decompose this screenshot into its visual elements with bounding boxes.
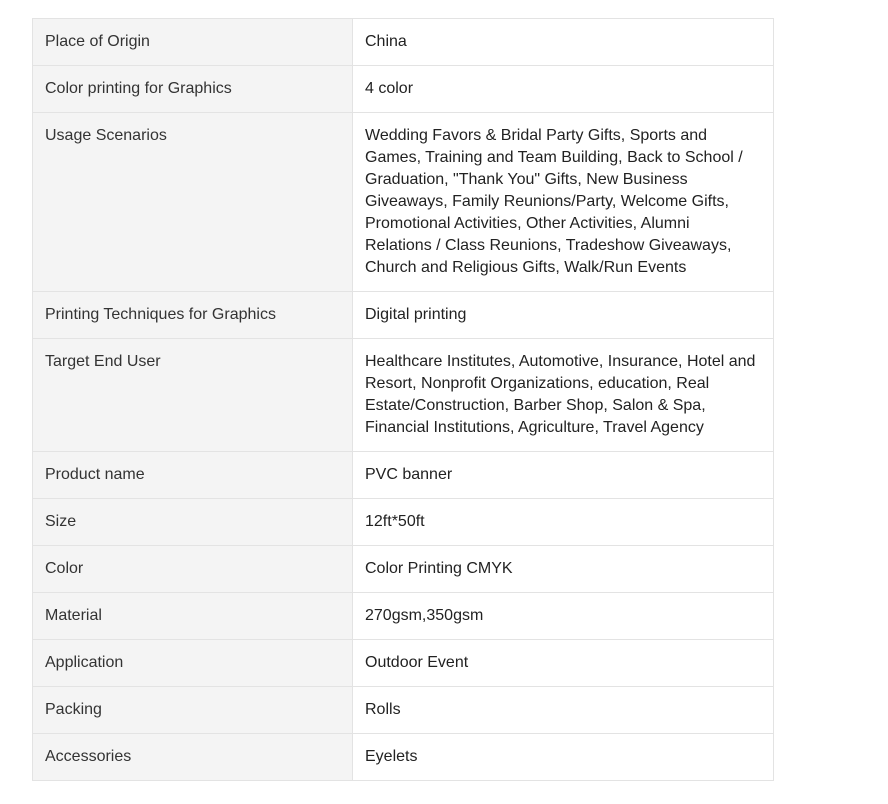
table-row xyxy=(33,339,774,452)
spec-value: Digital printing xyxy=(353,292,774,339)
spec-label: Color printing for Graphics xyxy=(33,66,353,113)
spec-label: Place of Origin xyxy=(33,19,353,66)
table-row xyxy=(33,499,774,546)
table-row xyxy=(33,113,774,292)
spec-value: Outdoor Event xyxy=(353,640,774,687)
spec-value: Wedding Favors & Bridal Party Gifts, Sports and Games, Training and Team Building, Back to School / Graduation, "Thank You" Gifts, New Business Giveaways, Family Reunions/Party, Welcome Gifts, Promotional Activities, Other Activities, Alumni Relations / Class Reunions, Tradeshow Giveaways, Church and Religious Gifts, Walk/Run Events xyxy=(353,113,774,292)
spec-value: 4 color xyxy=(353,66,774,113)
spec-value: 12ft*50ft xyxy=(353,499,774,546)
spec-label: Accessories xyxy=(33,734,353,781)
spec-label: Product name xyxy=(33,452,353,499)
table-row xyxy=(33,640,774,687)
table-row xyxy=(33,19,774,66)
table-row xyxy=(33,546,774,593)
spec-label: Material xyxy=(33,593,353,640)
spec-value: China xyxy=(353,19,774,66)
spec-value: PVC banner xyxy=(353,452,774,499)
spec-label: Application xyxy=(33,640,353,687)
spec-value: Color Printing CMYK xyxy=(353,546,774,593)
spec-value: Healthcare Institutes, Automotive, Insurance, Hotel and Resort, Nonprofit Organizations, education, Real Estate/Construction, Barber Shop, Salon & Spa, Financial Institutions, Agriculture, Travel Agency xyxy=(353,339,774,452)
product-spec-table xyxy=(32,18,774,781)
spec-label: Usage Scenarios xyxy=(33,113,353,292)
table-row xyxy=(33,452,774,499)
table-row xyxy=(33,292,774,339)
spec-value: 270gsm,350gsm xyxy=(353,593,774,640)
spec-value: Eyelets xyxy=(353,734,774,781)
spec-label: Target End User xyxy=(33,339,353,452)
table-row xyxy=(33,687,774,734)
table-row xyxy=(33,734,774,781)
table-row xyxy=(33,66,774,113)
spec-label: Printing Techniques for Graphics xyxy=(33,292,353,339)
spec-value: Rolls xyxy=(353,687,774,734)
table-row xyxy=(33,593,774,640)
spec-label: Color xyxy=(33,546,353,593)
spec-label: Size xyxy=(33,499,353,546)
spec-label: Packing xyxy=(33,687,353,734)
